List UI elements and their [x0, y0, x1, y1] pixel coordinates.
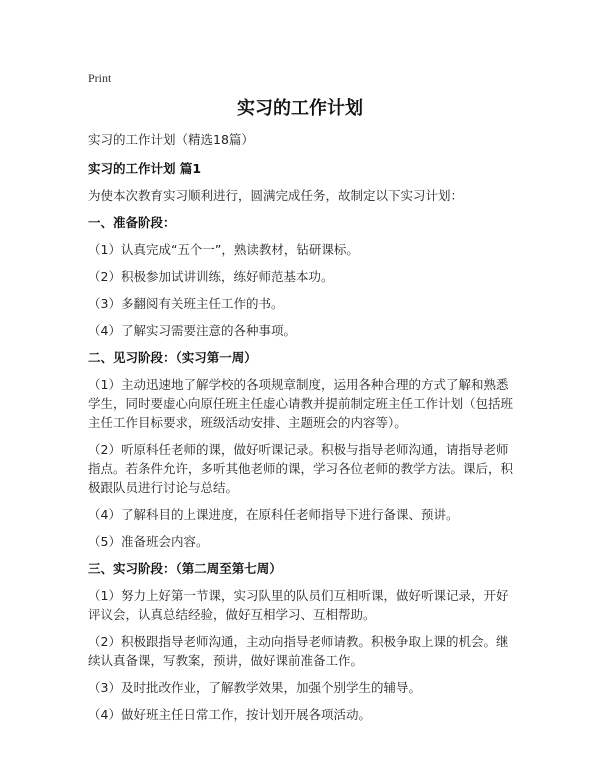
intro-paragraph: 为使本次教育实习顺利进行，圆满完成任务，故制定以下实习计划：	[88, 188, 464, 203]
stage3-heading: 三、实习阶段：（第二周至第七周）	[88, 561, 282, 576]
document-subtitle: 实习的工作计划（精选18篇）	[88, 132, 254, 147]
list-item: （4）做好班主任日常工作，按计划开展各项活动。	[88, 707, 371, 722]
list-item: （2）积极跟指导老师沟通，主动向指导老师请教。积极争取上课的机会。继续认真备课，写教案，预讲，做好课前准备工作。	[88, 634, 509, 668]
list-item: （4）了解实习需要注意的各种事项。	[88, 323, 296, 338]
document-body	[88, 130, 520, 732]
list-item: （1）认真完成“五个一”，熟读教材，钻研课标。	[88, 242, 359, 257]
stage1-heading: 一、准备阶段：	[88, 215, 176, 230]
list-item: （2）积极参加试讲训练，练好师范基本功。	[88, 269, 334, 284]
list-item: （2）听原科任老师的课，做好听课记录。积极与指导老师沟通，请指导老师指点。若条件允许，多听其他老师的课，学习各位老师的教学方法。课后，积极跟队员进行讨论与总结。	[88, 442, 514, 495]
list-item: （3）及时批改作业，了解教学效果，加强个别学生的辅导。	[88, 680, 421, 695]
list-item: （5）准备班会内容。	[88, 534, 209, 549]
page-title: 实习的工作计划	[237, 98, 363, 119]
stage2-heading: 二、见习阶段：（实习第一周）	[88, 350, 257, 365]
section-title: 实习的工作计划 篇1	[88, 161, 202, 176]
list-item: （1）努力上好第一节课，实习队里的队员们互相听课，做好听课记录，开好评议会，认真总结经验，做好互相学习、互相帮助。	[88, 588, 509, 622]
list-item: （3）多翻阅有关班主任工作的书。	[88, 296, 284, 311]
list-item: （4）了解科目的上课进度，在原科任老师指导下进行备课、预讲。	[88, 507, 459, 522]
print-link[interactable]: Print	[88, 71, 112, 85]
list-item: （1）主动迅速地了解学校的各项规章制度，运用各种合理的方式了解和熟悉学生，同时要虚心向原任班主任虚心请教并提前制定班主任工作计划（包括班主任工作目标要求，班级活动安排、主题班会的内容等）。	[88, 377, 514, 430]
